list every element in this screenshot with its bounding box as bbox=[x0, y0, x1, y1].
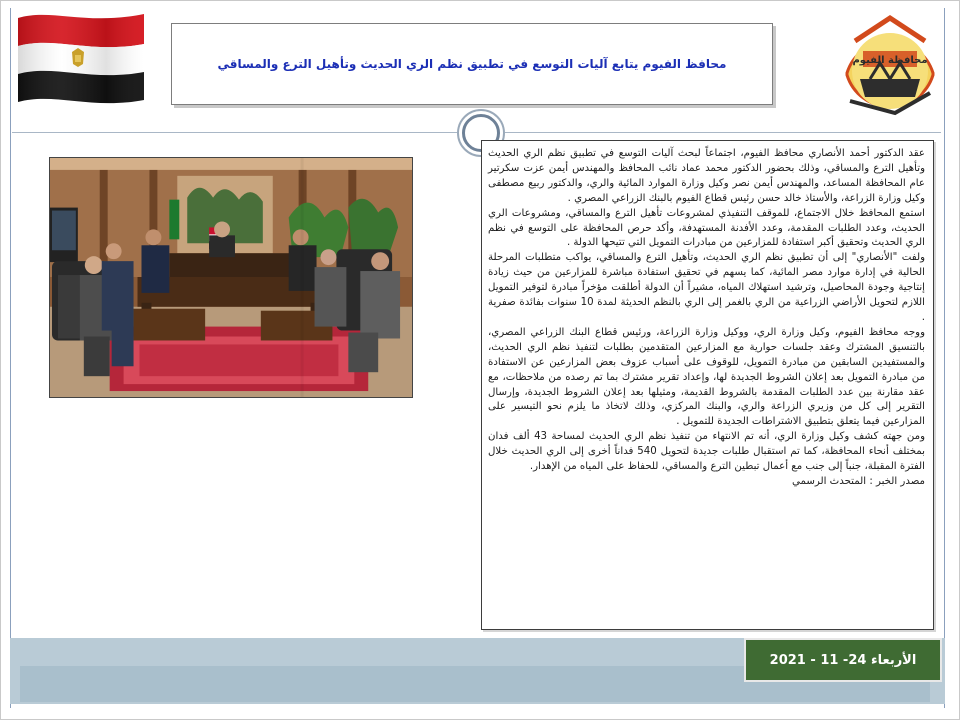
article-paragraph: عقد الدكتور أحمد الأنصاري محافظ الفيوم، اجتماعاً لبحث آليات التوسع في تطبيق نظم الري الحديث وتأهيل الترع والمساقي، وذلك بحضور الدكتور محمد عماد نائب المحافظ والمهندس أيمن عزت سكرتير عام المحافظة المساعد، والمهندس أيمن نصر وكيل وزارة الموارد المائية والري، والدكتور ربيع مصطفى وكيل وزارة الزراعة، والأستاذ خالد حسن رئيس قطاع الفيوم بالبنك الزراعي المصري . bbox=[488, 148, 925, 204]
logo-lettering: محافظة الفيوم bbox=[852, 55, 928, 66]
article-paragraph: ولفت "الأنصاري" إلى أن تطبيق نظم الري الحديث، وتأهيل الترع والمساقي، يواكب متطلبات المرحلة الحالية في إدارة موارد مصر المائية، كما يسهم في تحقيق استفادة مباشرة للمزارعين من حيث زيادة إنتاجية وجودة المحاصيل، وترشيد استهلاك المياه، مشيراً أن الدولة أطلقت مؤخراً مبادرة لتوفير التمويل اللازم لتحويل الأراضي الزراعية من الري بالغمر إلى الري بالنظم الحديثة لمدة 10 سنوات بفائدة صفرية . bbox=[488, 252, 925, 323]
egypt-flag-icon bbox=[16, 8, 147, 104]
headline-box bbox=[171, 23, 773, 105]
meeting-photo bbox=[49, 157, 413, 398]
date-text: الأربعاء 24- 11 - 2021 bbox=[769, 652, 917, 668]
article-text bbox=[481, 140, 934, 630]
divider-right bbox=[505, 132, 941, 133]
article-source: مصدر الخبر : المتحدث الرسمي bbox=[791, 475, 925, 487]
headline: محافظ الفيوم يتابع آليات التوسع في تطبيق نظم الري الحديث وتأهيل الترع والمساقي bbox=[217, 57, 727, 71]
date-badge bbox=[744, 638, 942, 682]
fayoum-governorate-logo bbox=[835, 13, 945, 118]
article-paragraph: ومن جهته كشف وكيل وزارة الري، أنه تم الانتهاء من تنفيذ نظم الري الحديث لمساحة 43 ألف فدان بمختلف أنحاء المحافظة، كما تم استقبال طلبات جديدة لتحويل 540 فداناً أخرى إلى الري الحديث خلال الفترة المقبلة، جنباً إلى جنب مع أعمال تبطين الترع والمساقي، للحفاظ على المياه من الإهدار. bbox=[488, 431, 925, 473]
left-border-line bbox=[10, 8, 11, 708]
divider-left bbox=[12, 132, 457, 133]
article-paragraph: ووجه محافظ الفيوم، وكيل وزارة الري، ووكيل وزارة الزراعة، ورئيس قطاع البنك الزراعي المصري، بالتنسيق المشترك وعقد جلسات حوارية مع المزارعين المتقدمين بطلبات لتنفيذ نظم الري الحديث، والمستفيدين السابقين من مبادرة التمويل، للوقوف على أسباب عزوف بعض المزارعين عن الاستفادة من مبادرة التمويل بعد إعلان الشروط الجديدة لها، وإعداد تقرير مشترك بما تم رصده من ملاحظات، مع عقد مقارنة بين عدد الطلبات المقدمة بالشروط القديمة، ومثيلها بعد إعلان الشروط الجديدة، وإرسال التقرير إلى كل من وزيري الزراعة والري، والبنك المركزي، وذلك لاتخاذ ما يلزم نحو التيسير على المزارعين فيما يتعلق بتطبيق الاشتراطات الجديدة للتمويل . bbox=[488, 326, 925, 428]
article-paragraph: استمع المحافظ خلال الاجتماع، للموقف التنفيذي لمشروعات تأهيل الترع والمساقي، ومشروعات الري الحديث، وعدد الطلبات المقدمة، وعدد الأفدنة المستهدفة، وأكد حرص المحافظة على التوسع في نظم الري الحديث وتحقيق أكبر استفادة للمزارعين من مبادرات التمويل التي تتيحها الدولة . bbox=[488, 207, 925, 249]
